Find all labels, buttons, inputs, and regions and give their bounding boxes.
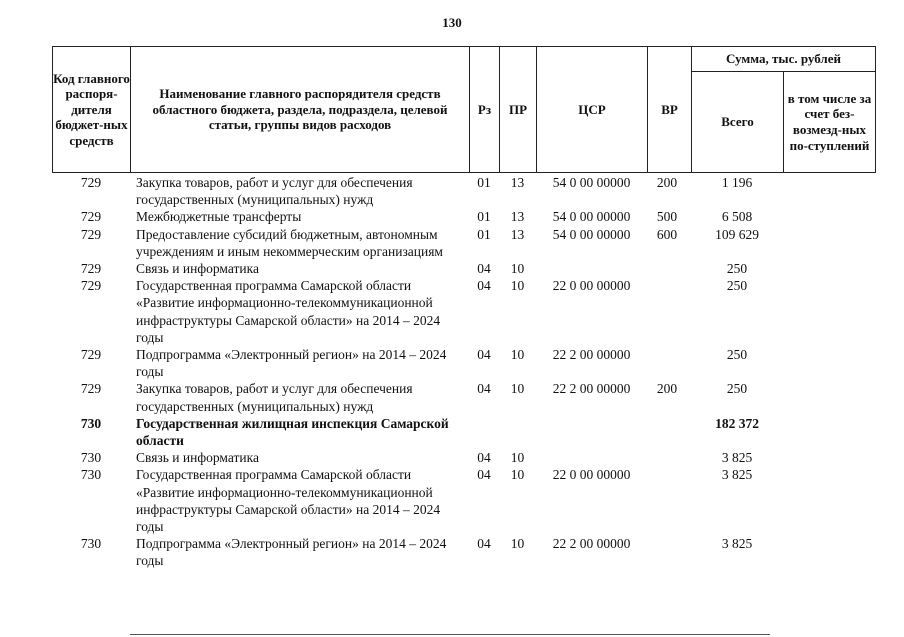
cell-code: 729 xyxy=(80,209,102,225)
cell-vr: 500 xyxy=(656,209,678,225)
cell-name: Связь и информатика xyxy=(136,261,259,277)
cell-code: 730 xyxy=(80,450,102,466)
cell-rz: 04 xyxy=(477,347,491,363)
cell-pr: 10 xyxy=(510,278,525,294)
cell-free xyxy=(783,260,875,277)
cell-rz xyxy=(469,415,499,449)
cell-code: 729 xyxy=(80,278,102,294)
cell-total: 250 xyxy=(726,278,748,294)
header-code: Код главного распоря-дителя бюджет-ных средств xyxy=(53,47,131,173)
cell-total: 182 372 xyxy=(715,415,759,431)
cell-rz: 01 xyxy=(477,209,491,225)
cell-csr: 22 2 00 00000 xyxy=(552,381,631,397)
cell-vr xyxy=(647,466,691,535)
cell-total: 3 825 xyxy=(721,536,753,552)
cell-code: 730 xyxy=(80,536,102,552)
cell-rz: 04 xyxy=(477,278,491,294)
cell-pr: 10 xyxy=(510,261,525,277)
cell-vr: 200 xyxy=(656,175,678,190)
cell-csr xyxy=(536,260,647,277)
footer-rule xyxy=(130,634,770,635)
cell-pr: 10 xyxy=(510,347,525,363)
budget-table xyxy=(52,174,875,570)
cell-csr: 54 0 00 00000 xyxy=(552,209,631,225)
cell-rz: 04 xyxy=(477,536,491,552)
table-row xyxy=(52,277,875,346)
cell-free xyxy=(783,174,875,208)
header-free: в том числе за счет без-возмезд-ных по-ступлений xyxy=(784,72,876,173)
table-row xyxy=(52,449,875,466)
cell-vr xyxy=(647,277,691,346)
table-row xyxy=(52,174,875,208)
cell-rz: 01 xyxy=(477,226,491,242)
cell-vr xyxy=(647,260,691,277)
cell-total: 250 xyxy=(726,261,748,277)
cell-csr: 54 0 00 00000 xyxy=(552,175,631,190)
cell-total: 1 196 xyxy=(721,175,753,190)
cell-pr xyxy=(499,415,536,449)
cell-rz: 04 xyxy=(477,261,491,277)
header-csr: ЦСР xyxy=(537,47,648,173)
cell-code: 730 xyxy=(80,415,102,431)
cell-name: Предоставление субсидий бюджетным, автономным учреждениям и иным некоммерческим организациям xyxy=(136,226,443,259)
cell-total: 3 825 xyxy=(721,467,753,483)
cell-free xyxy=(783,208,875,225)
cell-csr: 54 0 00 00000 xyxy=(552,226,631,242)
cell-name: Государственная программа Самарской области «Развитие информационно-телекоммуникационной инфраструктуры Самарской области» на 2014 – 2024 годы xyxy=(136,278,441,345)
table-row xyxy=(52,208,875,225)
table-header xyxy=(52,46,876,173)
cell-rz: 04 xyxy=(477,381,491,397)
header-name: Наименование главного распорядителя средств областного бюджета, раздела, подраздела, целевой статьи, группы видов расходов xyxy=(131,47,470,173)
cell-name: Связь и информатика xyxy=(136,450,259,466)
cell-vr xyxy=(647,449,691,466)
header-sum: Сумма, тыс. рублей xyxy=(692,47,876,72)
cell-total: 109 629 xyxy=(715,226,759,242)
cell-rz: 04 xyxy=(477,467,491,483)
cell-total: 6 508 xyxy=(721,209,753,225)
cell-free xyxy=(783,226,875,260)
cell-total: 250 xyxy=(726,347,748,363)
cell-free xyxy=(783,415,875,449)
table-row xyxy=(52,226,875,260)
cell-csr: 22 2 00 00000 xyxy=(552,347,631,363)
cell-csr: 22 0 00 00000 xyxy=(552,467,631,483)
cell-vr: 600 xyxy=(656,226,678,242)
cell-code: 729 xyxy=(80,347,102,363)
cell-vr xyxy=(647,535,691,569)
cell-name: Государственная программа Самарской области «Развитие информационно-телекоммуникационной инфраструктуры Самарской области» на 2014 – 2024 годы xyxy=(136,467,441,535)
table-row xyxy=(52,380,875,414)
table-row xyxy=(52,535,875,569)
page-number: 130 xyxy=(442,15,462,30)
cell-csr: 22 0 00 00000 xyxy=(552,278,631,294)
cell-pr: 10 xyxy=(510,381,525,397)
cell-code: 729 xyxy=(80,381,102,397)
cell-name: Закупка товаров, работ и услуг для обеспечения государственных (муниципальных) нужд xyxy=(136,175,413,208)
header-pr: ПР xyxy=(500,47,537,173)
cell-code: 729 xyxy=(80,226,102,242)
cell-pr: 13 xyxy=(510,175,525,190)
header-vr: ВР xyxy=(648,47,692,173)
cell-free xyxy=(783,449,875,466)
cell-code: 730 xyxy=(80,467,102,483)
header-rz: Рз xyxy=(470,47,500,173)
table-row xyxy=(52,260,875,277)
cell-pr: 10 xyxy=(510,536,525,552)
cell-code: 729 xyxy=(80,261,102,277)
cell-total: 3 825 xyxy=(721,450,753,466)
cell-vr xyxy=(647,346,691,380)
cell-csr: 22 2 00 00000 xyxy=(552,536,631,552)
cell-name: Подпрограмма «Электронный регион» на 2014 – 2024 годы xyxy=(136,347,447,380)
table-row xyxy=(52,415,875,449)
cell-csr xyxy=(536,449,647,466)
cell-pr: 10 xyxy=(510,467,525,483)
cell-vr xyxy=(647,415,691,449)
table-row xyxy=(52,346,875,380)
cell-free xyxy=(783,380,875,414)
cell-name: Государственная жилищная инспекция Самарской области xyxy=(136,415,449,449)
cell-name: Межбюджетные трансферты xyxy=(136,209,302,225)
cell-pr: 13 xyxy=(510,226,525,242)
cell-pr: 13 xyxy=(510,209,525,225)
cell-code: 729 xyxy=(80,175,102,190)
cell-rz: 04 xyxy=(477,450,491,466)
cell-csr xyxy=(536,415,647,449)
cell-rz: 01 xyxy=(477,175,491,190)
cell-free xyxy=(783,535,875,569)
cell-name: Подпрограмма «Электронный регион» на 2014 – 2024 годы xyxy=(136,536,447,569)
table-row xyxy=(52,466,875,535)
cell-total: 250 xyxy=(726,381,748,397)
cell-vr: 200 xyxy=(656,381,678,397)
cell-free xyxy=(783,466,875,535)
cell-pr: 10 xyxy=(510,450,525,466)
cell-free xyxy=(783,346,875,380)
cell-name: Закупка товаров, работ и услуг для обеспечения государственных (муниципальных) нужд xyxy=(136,381,413,414)
header-total: Всего xyxy=(692,72,784,173)
cell-free xyxy=(783,277,875,346)
